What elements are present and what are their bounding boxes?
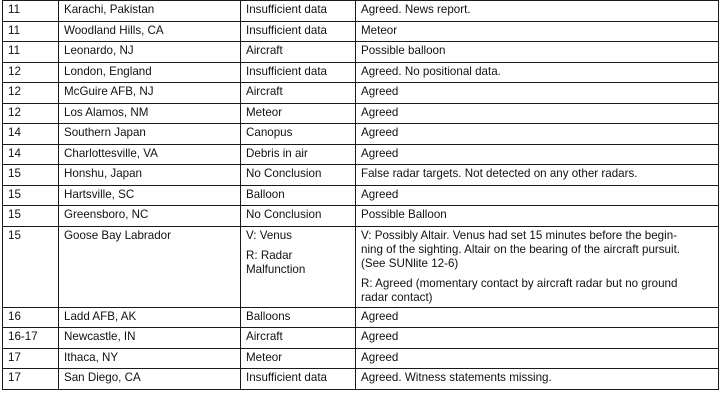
explanation-cell: No Conclusion bbox=[241, 165, 356, 186]
location-cell: Southern Japan bbox=[59, 124, 241, 145]
remarks-cell: Agreed bbox=[356, 103, 719, 124]
table-row bbox=[3, 62, 719, 83]
location-cell: Charlottesville, VA bbox=[59, 144, 241, 165]
table-row bbox=[3, 328, 719, 349]
location-cell: Ithaca, NY bbox=[59, 348, 241, 369]
table-row bbox=[3, 206, 719, 227]
day-cell: 16 bbox=[3, 307, 59, 328]
explanation-cell: No Conclusion bbox=[241, 206, 356, 227]
location-cell: Hartsville, SC bbox=[59, 185, 241, 206]
remarks-cell: Agreed bbox=[356, 83, 719, 104]
explanation-cell: Insufficient data bbox=[241, 21, 356, 42]
table-row bbox=[3, 369, 719, 390]
explanation-cell: Insufficient data bbox=[241, 369, 356, 390]
remarks-cell: Agreed bbox=[356, 328, 719, 349]
remarks-venus-line2: ning of the sighting. Altair on the bearing of the aircraft pursuit. bbox=[361, 242, 681, 256]
day-cell: 17 bbox=[3, 369, 59, 390]
location-cell: Leonardo, NJ bbox=[59, 42, 241, 63]
explanation-cell: Insufficient data bbox=[241, 1, 356, 22]
sightings-table bbox=[2, 0, 719, 390]
explanation-cell: Balloons bbox=[241, 307, 356, 328]
table-row bbox=[3, 226, 719, 307]
remarks-cell bbox=[356, 226, 719, 307]
explanation-radar-line1: R: Radar bbox=[246, 248, 293, 262]
remarks-radar-line2: radar contact) bbox=[361, 290, 433, 304]
remarks-cell: Agreed. News report. bbox=[356, 1, 719, 22]
remarks-cell: Possible Balloon bbox=[356, 206, 719, 227]
explanation-cell: Meteor bbox=[241, 103, 356, 124]
remarks-radar-line1: R: Agreed (momentary contact by aircraft radar but no ground bbox=[361, 276, 678, 290]
table-row bbox=[3, 307, 719, 328]
explanation-cell: Balloon bbox=[241, 185, 356, 206]
remarks-cell: Meteor bbox=[356, 21, 719, 42]
explanation-cell: Debris in air bbox=[241, 144, 356, 165]
location-cell: Woodland Hills, CA bbox=[59, 21, 241, 42]
remarks-cell: Agreed bbox=[356, 348, 719, 369]
remarks-cell: False radar targets. Not detected on any other radars. bbox=[356, 165, 719, 186]
explanation-venus: V: Venus bbox=[246, 228, 292, 242]
explanation-cell: Aircraft bbox=[241, 42, 356, 63]
location-cell: Ladd AFB, AK bbox=[59, 307, 241, 328]
table-row bbox=[3, 165, 719, 186]
remarks-cell: Agreed bbox=[356, 124, 719, 145]
location-cell: Los Alamos, NM bbox=[59, 103, 241, 124]
table-row bbox=[3, 83, 719, 104]
day-cell: 12 bbox=[3, 83, 59, 104]
explanation-cell: Meteor bbox=[241, 348, 356, 369]
day-cell: 11 bbox=[3, 21, 59, 42]
remarks-venus-line3: (See SUNlite 12-6) bbox=[361, 256, 459, 270]
explanation-cell: Aircraft bbox=[241, 83, 356, 104]
day-cell: 12 bbox=[3, 62, 59, 83]
day-cell: 11 bbox=[3, 1, 59, 22]
remarks-venus-line1: V: Possibly Altair. Venus had set 15 minutes before the begin- bbox=[361, 228, 678, 242]
explanation-cell: Aircraft bbox=[241, 328, 356, 349]
explanation-cell: Insufficient data bbox=[241, 62, 356, 83]
explanation-radar-line2: Malfunction bbox=[246, 262, 306, 276]
day-cell: 14 bbox=[3, 144, 59, 165]
location-cell: Newcastle, IN bbox=[59, 328, 241, 349]
location-cell: Goose Bay Labrador bbox=[59, 226, 241, 307]
remarks-cell: Agreed. Witness statements missing. bbox=[356, 369, 719, 390]
day-cell: 15 bbox=[3, 165, 59, 186]
table-row bbox=[3, 144, 719, 165]
table-row bbox=[3, 185, 719, 206]
day-cell: 17 bbox=[3, 348, 59, 369]
table-row bbox=[3, 348, 719, 369]
location-cell: Honshu, Japan bbox=[59, 165, 241, 186]
day-cell: 15 bbox=[3, 226, 59, 307]
location-cell: Greensboro, NC bbox=[59, 206, 241, 227]
remarks-cell: Agreed bbox=[356, 307, 719, 328]
location-cell: London, England bbox=[59, 62, 241, 83]
remarks-cell: Possible balloon bbox=[356, 42, 719, 63]
remarks-cell: Agreed. No positional data. bbox=[356, 62, 719, 83]
table-row bbox=[3, 21, 719, 42]
table-row bbox=[3, 103, 719, 124]
explanation-cell bbox=[241, 226, 356, 307]
location-cell: Karachi, Pakistan bbox=[59, 1, 241, 22]
day-cell: 16-17 bbox=[3, 328, 59, 349]
day-cell: 15 bbox=[3, 185, 59, 206]
day-cell: 15 bbox=[3, 206, 59, 227]
location-cell: San Diego, CA bbox=[59, 369, 241, 390]
remarks-cell: Agreed bbox=[356, 144, 719, 165]
table-row bbox=[3, 1, 719, 22]
table-row bbox=[3, 124, 719, 145]
table-row bbox=[3, 42, 719, 63]
explanation-cell: Canopus bbox=[241, 124, 356, 145]
day-cell: 12 bbox=[3, 103, 59, 124]
location-cell: McGuire AFB, NJ bbox=[59, 83, 241, 104]
remarks-cell: Agreed bbox=[356, 185, 719, 206]
day-cell: 11 bbox=[3, 42, 59, 63]
day-cell: 14 bbox=[3, 124, 59, 145]
